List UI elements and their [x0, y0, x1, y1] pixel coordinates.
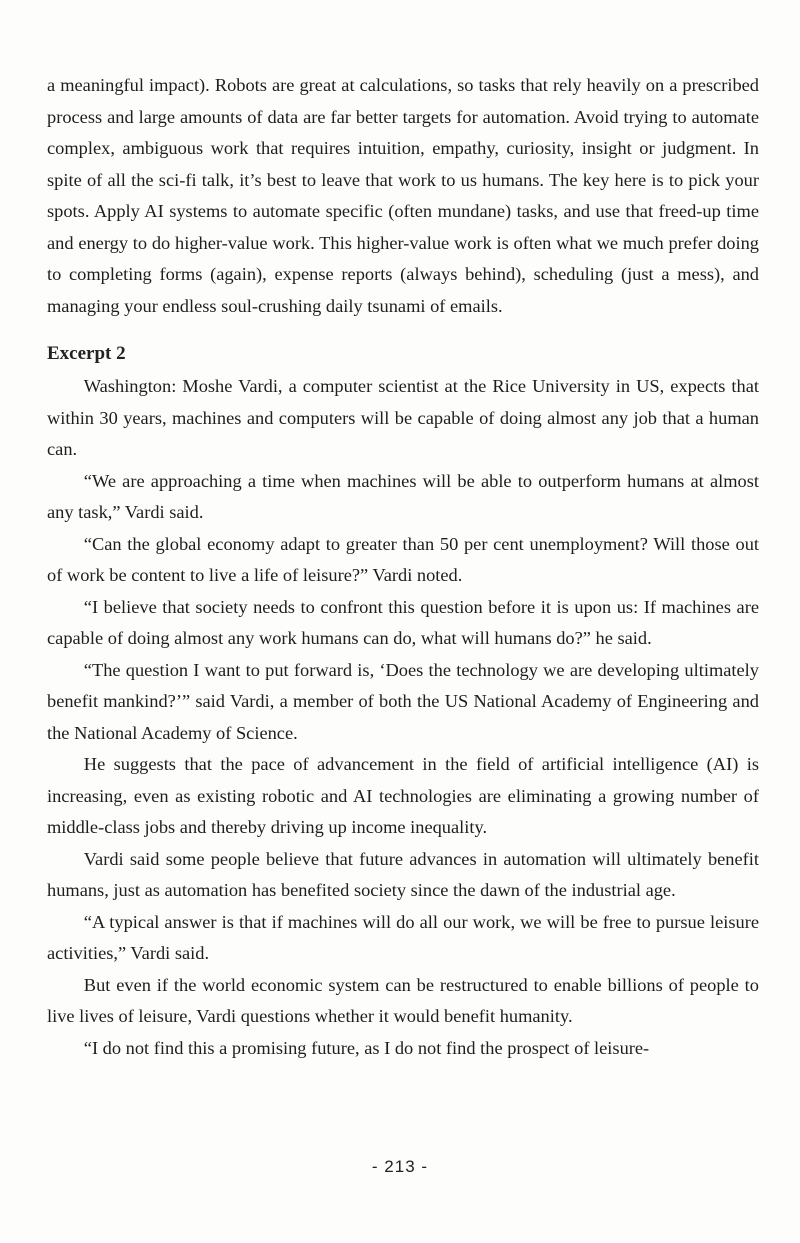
paragraph-10: “I do not find this a promising future, as I do not find the prospect of leisure- [83, 1037, 650, 1058]
paragraph-4: “I believe that society needs to confront this question before it is upon us: If machines are capable of doing almost any work humans can do, what will humans do?” he said. [47, 596, 759, 648]
page-number: - 213 - [371, 1157, 429, 1176]
opening-paragraph: a meaningful impact). Robots are great at calculations, so tasks that rely heavily on a prescribed process and large amounts of data are far better targets for automation. Avoid trying to automate complex, ambiguous work that requires intuition, empathy, curiosity, insight or judgment. In spite of all the sci-fi talk, it’s best to leave that work to us humans. The key here is to pick your spots. Apply AI systems to automate specific (often mundane) tasks, and use that freed-up time and energy to do higher-value work. This higher-value work is often what we much prefer doing to completing forms (again), expense reports (always behind), scheduling (just a mess), and managing your endless soul-crushing daily tsunami of emails. [47, 75, 759, 316]
paragraph-1: Washington: Moshe Vardi, a computer scientist at the Rice University in US, expects that within 30 years, machines and computers will be capable of doing almost any job that a human can. [47, 376, 759, 459]
paragraph-6: He suggests that the pace of advancement in the field of artificial intelligence (AI) is increasing, even as existing robotic and AI technologies are eliminating a growing number of middle-class jobs and thereby driving up income inequality. [47, 754, 759, 837]
section-heading: Excerpt 2 [47, 343, 126, 364]
paragraph-9: But even if the world economic system can be restructured to enable billions of people to live lives of leisure, Vardi questions whether it would benefit humanity. [47, 974, 759, 1026]
paragraph-7: Vardi said some people believe that future advances in automation will ultimately benefit humans, just as automation has benefited society since the dawn of the industrial age. [47, 848, 759, 900]
paragraph-8: “A typical answer is that if machines will do all our work, we will be free to pursue leisure activities,” Vardi said. [47, 911, 759, 963]
paragraph-5: “The question I want to put forward is, ‘Does the technology we are developing ultimately benefit mankind?’” said Vardi, a member of both the US National Academy of Engineering and the National Academy of Science. [47, 659, 759, 743]
page-body [47, 70, 759, 1064]
paragraph-2: “We are approaching a time when machines will be able to outperform humans at almost any task,” Vardi said. [47, 470, 759, 522]
paragraph-3: “Can the global economy adapt to greater than 50 per cent unemployment? Will those out of work be content to live a life of leisure?” Vardi noted. [47, 533, 759, 585]
